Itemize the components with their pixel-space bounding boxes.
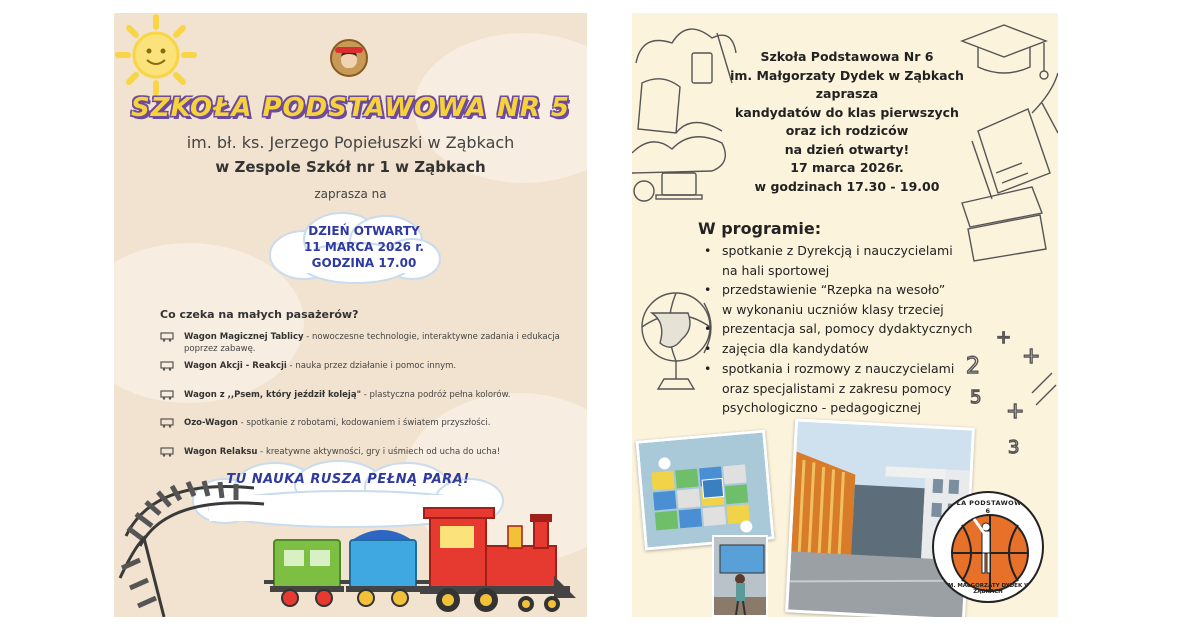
info-line: w godzinach 17.30 - 19.00: [754, 178, 940, 194]
train-illustration: [114, 468, 587, 617]
slogan: TU NAUKA RUSZA PEŁNĄ PARĄ!: [226, 472, 470, 487]
info-line: 17 marca 2026r.: [790, 160, 904, 175]
svg-text:2: 2: [966, 354, 980, 379]
info-line: na dzień otwarty!: [784, 141, 910, 157]
list-item: • zajęcia dla kandydatów: [704, 339, 869, 359]
sun-icon: [114, 13, 198, 97]
list-item: • spotkania i rozmowy z nauczycielami oraz specjalistami z zakresu pomocy psychologiczno - pedagogicznej: [704, 361, 955, 415]
svg-text:3: 3: [1008, 437, 1020, 458]
svg-text:+: +: [1006, 399, 1025, 424]
list-item: Wagon z ,,Psem, który jeździł koleją" - plastyczna podróż pełna kolorów.: [160, 389, 560, 401]
page-title: SZKOŁA PODSTAWOWA NR 5: [130, 93, 570, 123]
list-item: Wagon Akcji - Reakcji - nauka przez działanie i pomoc innym.: [160, 360, 560, 372]
event-time: GODZINA 17.00: [311, 256, 417, 270]
left-poster: [114, 13, 587, 617]
classroom-photo: [635, 430, 774, 551]
logo-text: IM. MAŁGORZATY DYDEK W ZĄBKACH: [945, 583, 1031, 595]
school-logo: [932, 491, 1044, 603]
bullet-icon: •: [704, 243, 712, 258]
list-item: Wagon Magicznej Tablicy - nowoczesne technologie, interaktywne zadania i edukacja poprzez zabawę.: [160, 331, 560, 355]
wagon-icon: [160, 332, 174, 342]
info-line: im. Małgorzaty Dydek w Ząbkach: [730, 67, 964, 83]
list-item: • prezentacja sal, pomocy dydaktycznych: [704, 319, 972, 339]
bullet-icon: •: [704, 321, 712, 336]
info-line: kandydatów do klas pierwszych: [735, 104, 959, 120]
info-line: zaprasza: [815, 86, 879, 101]
invitation-info: [722, 48, 972, 196]
logo-text: SZKOŁA PODSTAWOWA NR 6: [935, 499, 1041, 515]
bullet-icon: •: [704, 341, 712, 356]
program-heading: W programie:: [698, 219, 822, 238]
event-details: [294, 223, 434, 271]
list-item: Wagon Relaksu - kreatywne aktywności, gry i uśmiech od ucha do ucha!: [160, 446, 560, 458]
right-poster: [632, 13, 1058, 617]
interactive-board-photo: [712, 535, 768, 617]
event-name: DZIEŃ OTWARTY: [308, 224, 420, 238]
svg-text:+: +: [996, 327, 1012, 348]
wagon-icon: [160, 418, 174, 428]
school-badge-logo: [330, 39, 368, 77]
list-item: • przedstawienie “Rzepka na wesoło” w wykonaniu uczniów klasy trzeciej: [704, 282, 946, 317]
school-complex: w Zespole Szkół nr 1 w Ząbkach: [215, 158, 486, 176]
bullet-icon: •: [704, 361, 712, 376]
section-heading: Co czeka na małych pasażerów?: [160, 308, 359, 321]
invite-text: zaprasza na: [314, 187, 387, 201]
wagon-icon: [160, 390, 174, 400]
wagon-icon: [160, 361, 174, 371]
svg-text:+: +: [1022, 344, 1041, 369]
wagon-icon: [160, 447, 174, 457]
svg-text:5: 5: [970, 387, 982, 408]
info-line: Szkoła Podstawowa Nr 6: [760, 49, 934, 64]
list-item: • spotkanie z Dyrekcją i nauczycielami na hali sportowej: [704, 243, 953, 278]
school-patron: im. bł. ks. Jerzego Popiełuszki w Ząbkach: [186, 133, 515, 152]
bullet-icon: •: [704, 282, 712, 297]
info-line: oraz ich rodziców: [785, 123, 909, 138]
event-date: 11 MARCA 2026 r.: [304, 240, 424, 254]
list-item: Ozo-Wagon - spotkanie z robotami, kodowaniem i światem przyszłości.: [160, 417, 560, 429]
